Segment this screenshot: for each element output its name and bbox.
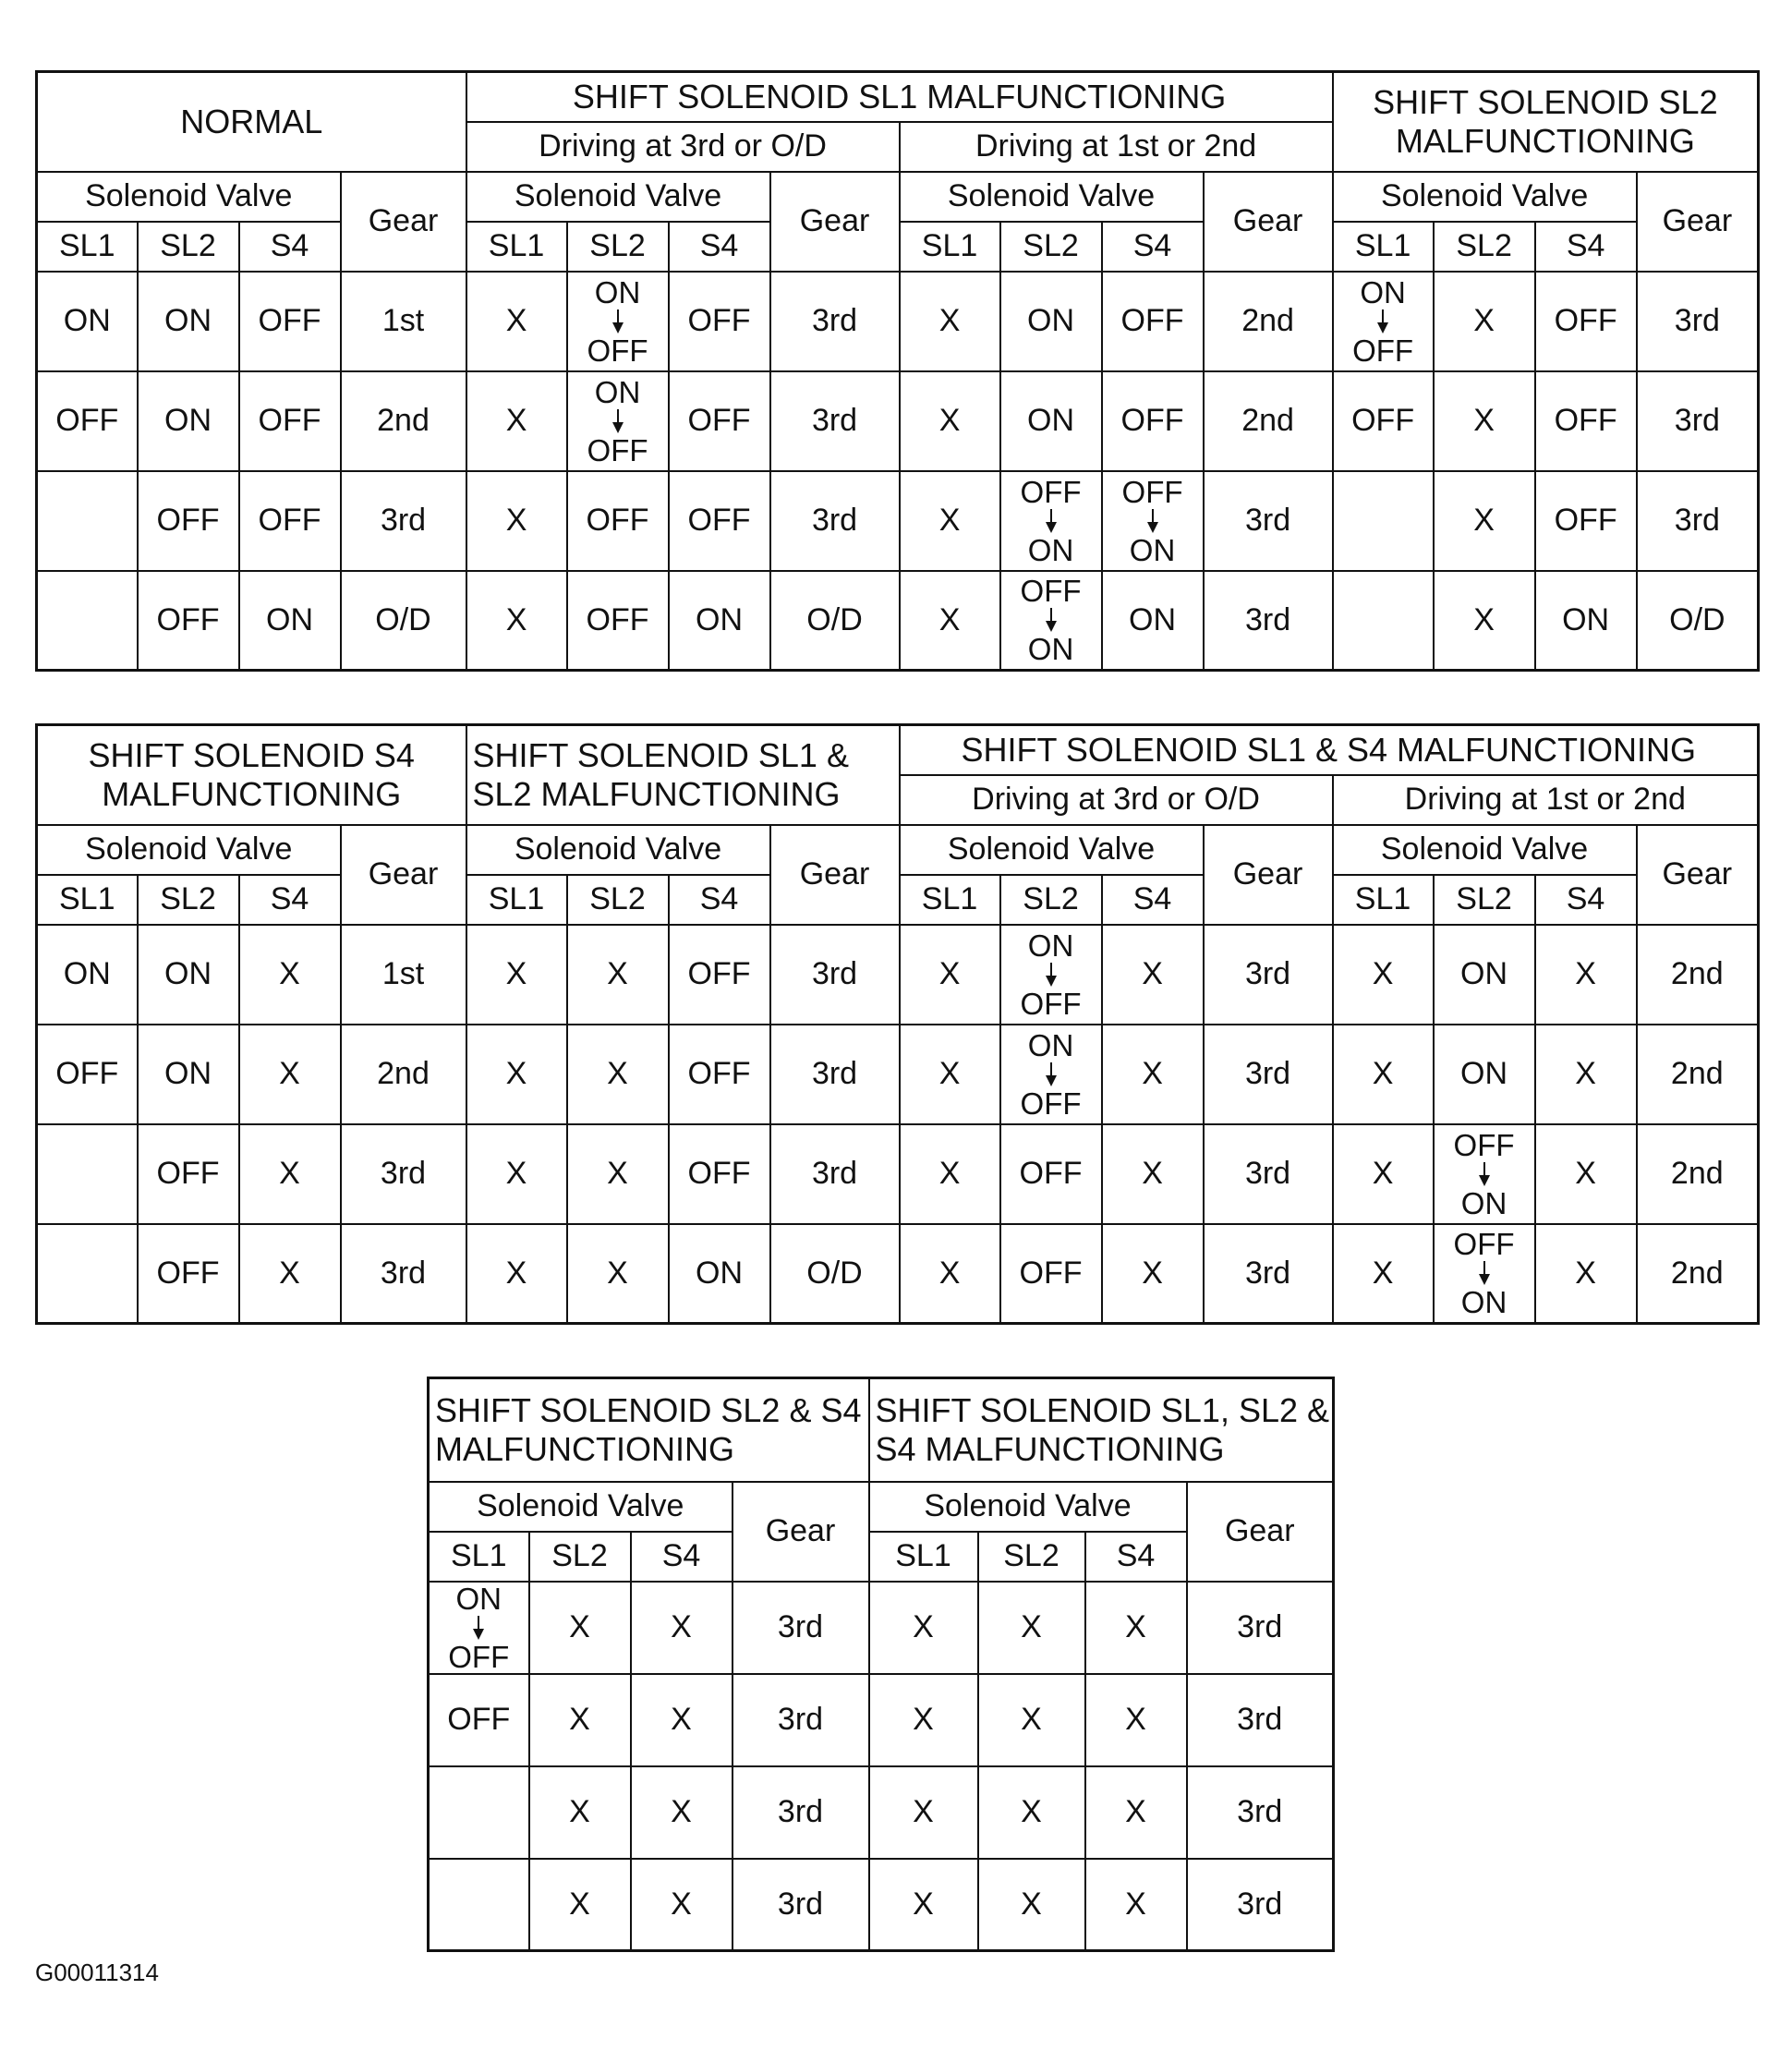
state-transition (1435, 1227, 1534, 1320)
header-sl1: SL1 (900, 222, 1000, 272)
table-cell: X (1085, 1859, 1187, 1951)
table-cell: X (1535, 1025, 1637, 1124)
table-cell: OFF (1102, 371, 1204, 471)
table-row (37, 925, 1759, 1025)
state-transition (1001, 930, 1101, 1019)
table-cell: ON (1000, 272, 1102, 371)
table-row (37, 272, 1759, 371)
table-cell: ON (138, 371, 239, 471)
table-cell: X (900, 272, 1000, 371)
header-solenoid-valve: Solenoid Valve (429, 1482, 733, 1532)
state-to: OFF (1020, 1086, 1082, 1121)
table-cell (37, 1224, 138, 1324)
table-cell (37, 1124, 138, 1224)
state-from: OFF (1453, 1127, 1515, 1162)
header-s4: S4 (1535, 875, 1637, 925)
table-row (429, 1766, 1334, 1859)
header-sl2: SL2 (1434, 222, 1535, 272)
table-cell (429, 1859, 529, 1951)
table-cell: X (631, 1766, 733, 1859)
table-cell: X (631, 1674, 733, 1766)
table-cell: X (239, 1025, 341, 1124)
table-cell: X (1434, 272, 1535, 371)
arrow-down-icon (1147, 509, 1158, 533)
header-sl1: SL1 (900, 875, 1000, 925)
table-cell: X (900, 1224, 1000, 1324)
table-body (429, 1582, 1334, 1951)
header-sl2: SL2 (529, 1532, 631, 1582)
state-to: ON (1027, 532, 1074, 567)
state-to: OFF (1020, 986, 1082, 1021)
figure-code: G00011314 (35, 1959, 159, 1986)
table-cell: 3rd (1187, 1859, 1334, 1951)
table-cell: O/D (770, 571, 900, 671)
header-s4: S4 (239, 875, 341, 925)
state-to: ON (1129, 532, 1176, 567)
table-cell: X (978, 1766, 1085, 1859)
header-sl2: SL2 (138, 222, 239, 272)
table-cell: 3rd (733, 1766, 869, 1859)
table-cell: X (466, 571, 567, 671)
header-sl2: SL2 (1434, 875, 1535, 925)
table-cell: X (978, 1582, 1085, 1674)
table-cell: OFF (1000, 1124, 1102, 1224)
state-from: OFF (1453, 1227, 1515, 1262)
table-cell: X (978, 1859, 1085, 1951)
table-cell (1434, 1224, 1535, 1324)
state-to: OFF (587, 432, 648, 467)
table-cell: OFF (669, 925, 770, 1025)
state-from: OFF (1121, 474, 1183, 509)
header-driving-1st-2nd: Driving at 1st or 2nd (900, 122, 1333, 172)
table-cell (1333, 471, 1434, 571)
table-cell: OFF (669, 272, 770, 371)
table-cell: X (466, 925, 567, 1025)
table-cell: 2nd (1637, 925, 1759, 1025)
table-cell: 2nd (1637, 1025, 1759, 1124)
state-from: ON (594, 274, 641, 309)
table-cell: X (1102, 925, 1204, 1025)
header-s4: S4 (669, 875, 770, 925)
table-cell: X (239, 1224, 341, 1324)
table-cell: 1st (341, 272, 466, 371)
header-s4: S4 (239, 222, 341, 272)
table-cell: X (1102, 1224, 1204, 1324)
header-solenoid-valve: Solenoid Valve (37, 172, 341, 222)
table-cell: 3rd (770, 272, 900, 371)
table-cell (1000, 925, 1102, 1025)
header-sl2: SL2 (978, 1532, 1085, 1582)
table-cell: 3rd (1637, 371, 1759, 471)
table-cell (1000, 1025, 1102, 1124)
header-s4: S4 (669, 222, 770, 272)
table-cell: ON (239, 571, 341, 671)
table-cell: ON (669, 1224, 770, 1324)
header-sl1: SL1 (37, 222, 138, 272)
state-transition (1334, 274, 1433, 368)
arrow-down-icon (1479, 1162, 1490, 1186)
table-cell: X (978, 1674, 1085, 1766)
table-cell: OFF (37, 371, 138, 471)
state-to: ON (1027, 632, 1074, 667)
state-from: ON (1027, 1027, 1074, 1062)
header-gear: Gear (341, 825, 466, 925)
table-cell: X (631, 1859, 733, 1951)
header-normal: NORMAL (37, 72, 466, 172)
table-cell: X (466, 1025, 567, 1124)
table-cell: 2nd (1204, 272, 1333, 371)
header-solenoid-valve: Solenoid Valve (37, 825, 341, 875)
table-cell: 3rd (1637, 471, 1759, 571)
table-cell: X (1102, 1124, 1204, 1224)
table-cell (1333, 272, 1434, 371)
table-cell: ON (138, 925, 239, 1025)
table-cell: 3rd (1187, 1674, 1334, 1766)
header-solenoid-valve: Solenoid Valve (900, 825, 1204, 875)
header-solenoid-valve: Solenoid Valve (900, 172, 1204, 222)
table-cell: O/D (1637, 571, 1759, 671)
table-cell: 3rd (341, 1224, 466, 1324)
arrow-down-icon (1479, 1261, 1490, 1285)
table-cell: O/D (770, 1224, 900, 1324)
table-cell: X (1434, 371, 1535, 471)
table-cell: X (1333, 925, 1434, 1025)
table-cell: X (900, 925, 1000, 1025)
table-cell: 3rd (341, 471, 466, 571)
table-cell: X (1535, 925, 1637, 1025)
header-sl1-sl2-malfunctioning: SHIFT SOLENOID SL1 & SL2 MALFUNCTIONING (466, 725, 900, 825)
table-cell: ON (1434, 925, 1535, 1025)
table-cell: OFF (138, 471, 239, 571)
table-cell: 3rd (1204, 1224, 1333, 1324)
table-cell: X (239, 1124, 341, 1224)
solenoid-table-3 (427, 1377, 1335, 1952)
table-cell: X (900, 371, 1000, 471)
table-cell: X (567, 1025, 669, 1124)
table-cell: X (631, 1582, 733, 1674)
table-cell: OFF (669, 371, 770, 471)
table-cell (567, 272, 669, 371)
header-driving-3rd-od: Driving at 3rd or O/D (466, 122, 900, 172)
table-cell (429, 1766, 529, 1859)
table-cell: X (466, 1124, 567, 1224)
table-cell: 3rd (1204, 571, 1333, 671)
table-cell: OFF (1535, 371, 1637, 471)
arrow-down-icon (612, 409, 624, 433)
state-transition (1001, 1027, 1101, 1121)
header-gear: Gear (1204, 825, 1333, 925)
table-cell: OFF (429, 1674, 529, 1766)
table-cell: 2nd (341, 1025, 466, 1124)
header-s4: S4 (631, 1532, 733, 1582)
header-s4: S4 (1535, 222, 1637, 272)
table-cell (1434, 1124, 1535, 1224)
table-cell: 3rd (1637, 272, 1759, 371)
table-cell: X (1085, 1674, 1187, 1766)
table-cell: OFF (138, 571, 239, 671)
table-cell: X (1535, 1124, 1637, 1224)
table-cell: 3rd (770, 1124, 900, 1224)
table-cell: OFF (1333, 371, 1434, 471)
table-cell: 3rd (1187, 1582, 1334, 1674)
table-cell: 3rd (770, 471, 900, 571)
table-cell: ON (669, 571, 770, 671)
header-sl2: SL2 (1000, 875, 1102, 925)
state-to: ON (1460, 1185, 1507, 1220)
header-s4: S4 (1085, 1532, 1187, 1582)
header-gear: Gear (770, 825, 900, 925)
table-cell: 3rd (341, 1124, 466, 1224)
header-sl1: SL1 (1333, 875, 1434, 925)
arrow-down-icon (473, 1616, 484, 1640)
state-transition (1103, 474, 1203, 567)
header-sl1: SL1 (37, 875, 138, 925)
header-sl2-s4-malfunctioning: SHIFT SOLENOID SL2 & S4 MALFUNCTIONING (429, 1378, 869, 1482)
table-cell: 1st (341, 925, 466, 1025)
state-to: OFF (1352, 333, 1414, 368)
table-cell: ON (138, 1025, 239, 1124)
state-from: OFF (1020, 574, 1082, 609)
table-cell: X (529, 1674, 631, 1766)
table-row (37, 371, 1759, 471)
table-cell: X (466, 272, 567, 371)
table-cell: 3rd (733, 1582, 869, 1674)
arrow-down-icon (612, 309, 624, 334)
state-transition (1001, 474, 1101, 567)
table-row (37, 571, 1759, 671)
header-solenoid-valve: Solenoid Valve (466, 825, 770, 875)
table-cell: X (869, 1859, 978, 1951)
table-cell: OFF (669, 1124, 770, 1224)
table-cell: 3rd (770, 1025, 900, 1124)
header-gear: Gear (1637, 825, 1759, 925)
table-cell: OFF (138, 1124, 239, 1224)
table-cell: X (529, 1582, 631, 1674)
state-to: ON (1460, 1285, 1507, 1320)
arrow-down-icon (1046, 1062, 1057, 1086)
state-to: OFF (587, 333, 648, 368)
state-from: ON (594, 374, 641, 409)
header-sl2-malfunctioning: SHIFT SOLENOID SL2 MALFUNCTIONING (1333, 72, 1759, 172)
table-row (37, 1124, 1759, 1224)
state-transition (1001, 574, 1101, 667)
table-cell: 2nd (1204, 371, 1333, 471)
table-row (37, 1025, 1759, 1124)
table-cell: X (1085, 1766, 1187, 1859)
table-cell: OFF (1535, 272, 1637, 371)
table-cell: OFF (37, 1025, 138, 1124)
table-cell: ON (138, 272, 239, 371)
header-all-malfunctioning: SHIFT SOLENOID SL1, SL2 & S4 MALFUNCTIONING (869, 1378, 1334, 1482)
state-from: ON (1360, 274, 1406, 309)
header-sl1: SL1 (1333, 222, 1434, 272)
header-sl1: SL1 (466, 222, 567, 272)
table-cell (1000, 571, 1102, 671)
table-cell: X (567, 1124, 669, 1224)
header-sl1: SL1 (466, 875, 567, 925)
header-sl2: SL2 (567, 875, 669, 925)
table-cell: X (1333, 1224, 1434, 1324)
header-gear: Gear (733, 1482, 869, 1582)
table-cell (1102, 471, 1204, 571)
header-solenoid-valve: Solenoid Valve (1333, 825, 1637, 875)
header-s4: S4 (1102, 875, 1204, 925)
table-cell: X (1434, 471, 1535, 571)
table-cell: O/D (341, 571, 466, 671)
table-cell: OFF (669, 471, 770, 571)
table-cell: X (567, 1224, 669, 1324)
header-solenoid-valve: Solenoid Valve (466, 172, 770, 222)
table-cell: OFF (567, 471, 669, 571)
table-cell (429, 1582, 529, 1674)
table-cell: 3rd (1204, 471, 1333, 571)
table-cell: 3rd (1204, 1124, 1333, 1224)
table-cell: X (529, 1859, 631, 1951)
header-gear: Gear (1637, 172, 1759, 272)
table-cell: 3rd (733, 1859, 869, 1951)
header-sl1-malfunctioning: SHIFT SOLENOID SL1 MALFUNCTIONING (466, 72, 1333, 122)
table-cell: X (900, 1025, 1000, 1124)
table-cell: X (900, 1124, 1000, 1224)
table-cell: ON (1102, 571, 1204, 671)
table-row (429, 1582, 1334, 1674)
state-transition (568, 374, 668, 467)
state-transition (1435, 1127, 1534, 1220)
table-cell: X (900, 571, 1000, 671)
solenoid-table-2 (35, 723, 1760, 1325)
table-cell: X (1333, 1124, 1434, 1224)
table-cell: X (1333, 1025, 1434, 1124)
table-cell: OFF (1535, 471, 1637, 571)
header-sl1-s4-malfunctioning: SHIFT SOLENOID SL1 & S4 MALFUNCTIONING (900, 725, 1759, 775)
state-to: OFF (448, 1639, 510, 1674)
table-row (429, 1859, 1334, 1951)
table-row (37, 1224, 1759, 1324)
header-sl1: SL1 (869, 1532, 978, 1582)
table-cell (1000, 471, 1102, 571)
table-cell: 2nd (1637, 1124, 1759, 1224)
table-cell: ON (1000, 371, 1102, 471)
table-cell: X (900, 471, 1000, 571)
table-cell (37, 471, 138, 571)
table-cell: OFF (239, 471, 341, 571)
table-cell: X (1085, 1582, 1187, 1674)
header-sl2: SL2 (567, 222, 669, 272)
table-cell: X (1102, 1025, 1204, 1124)
state-from: OFF (1020, 474, 1082, 509)
table-cell: X (466, 471, 567, 571)
state-from: ON (455, 1581, 502, 1616)
table-cell: X (1535, 1224, 1637, 1324)
solenoid-table-1 (35, 70, 1760, 672)
table-cell: OFF (1000, 1224, 1102, 1324)
header-sl2: SL2 (1000, 222, 1102, 272)
header-driving-1st-2nd: Driving at 1st or 2nd (1333, 775, 1759, 825)
table-cell: X (466, 371, 567, 471)
table-cell: 3rd (1204, 925, 1333, 1025)
table-cell: X (529, 1766, 631, 1859)
table-cell: OFF (1102, 272, 1204, 371)
state-from: ON (1027, 928, 1074, 963)
arrow-down-icon (1046, 509, 1057, 533)
table-cell: 3rd (733, 1674, 869, 1766)
header-gear: Gear (1204, 172, 1333, 272)
table-cell: OFF (669, 1025, 770, 1124)
table-cell: ON (1434, 1025, 1535, 1124)
header-gear: Gear (341, 172, 466, 272)
table-row (429, 1674, 1334, 1766)
table-cell: X (869, 1674, 978, 1766)
table-cell: ON (37, 925, 138, 1025)
header-solenoid-valve: Solenoid Valve (869, 1482, 1187, 1532)
header-sl2: SL2 (138, 875, 239, 925)
table-cell (1333, 571, 1434, 671)
table-cell: X (239, 925, 341, 1025)
arrow-down-icon (1046, 963, 1057, 987)
header-sl1: SL1 (429, 1532, 529, 1582)
table-cell: 3rd (770, 371, 900, 471)
table-cell: 2nd (341, 371, 466, 471)
arrow-down-icon (1377, 309, 1388, 334)
header-gear: Gear (1187, 1482, 1334, 1582)
table-cell: X (1434, 571, 1535, 671)
header-driving-3rd-od: Driving at 3rd or O/D (900, 775, 1333, 825)
table-cell: ON (1535, 571, 1637, 671)
header-s4: S4 (1102, 222, 1204, 272)
table-body (37, 925, 1759, 1324)
header-gear: Gear (770, 172, 900, 272)
table-cell: ON (37, 272, 138, 371)
table-cell: 3rd (1204, 1025, 1333, 1124)
header-solenoid-valve: Solenoid Valve (1333, 172, 1637, 222)
table-cell: X (869, 1582, 978, 1674)
header-s4-malfunctioning: SHIFT SOLENOID S4 MALFUNCTIONING (37, 725, 466, 825)
table-cell: OFF (239, 272, 341, 371)
table-cell: 2nd (1637, 1224, 1759, 1324)
table-cell: X (869, 1766, 978, 1859)
table-cell: OFF (138, 1224, 239, 1324)
table-cell (567, 371, 669, 471)
table-row (37, 471, 1759, 571)
table-cell: X (466, 1224, 567, 1324)
state-transition (568, 274, 668, 368)
table-cell: 3rd (770, 925, 900, 1025)
table-cell: X (567, 925, 669, 1025)
table-cell: 3rd (1187, 1766, 1334, 1859)
table-cell: OFF (239, 371, 341, 471)
table-cell: OFF (567, 571, 669, 671)
table-cell (37, 571, 138, 671)
table-body (37, 272, 1759, 671)
state-transition (430, 1583, 528, 1672)
arrow-down-icon (1046, 608, 1057, 632)
